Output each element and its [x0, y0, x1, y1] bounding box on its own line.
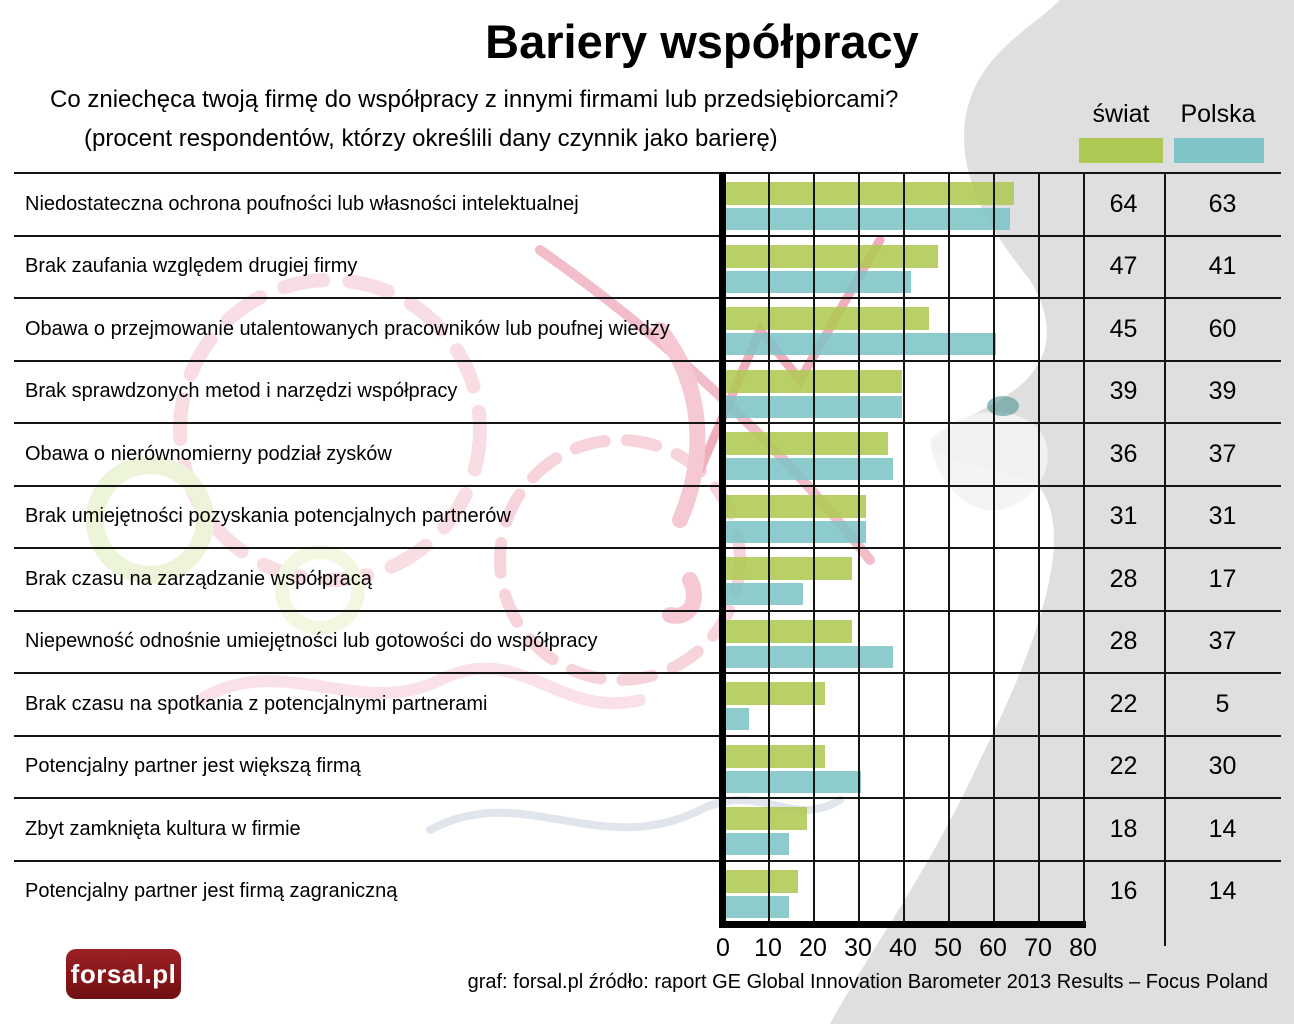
poland-bar: [726, 583, 803, 605]
table-row: [14, 735, 1281, 798]
world-value: 36: [1109, 439, 1138, 468]
world-bar: [726, 620, 852, 643]
table-row: [14, 297, 1281, 360]
x-tick-label: 0: [716, 934, 730, 962]
world-value: 22: [1109, 752, 1138, 781]
x-tick-label: 50: [934, 934, 962, 962]
table-row: [14, 797, 1281, 860]
forsal-logo-text: forsal.pl: [70, 958, 177, 989]
world-value: 18: [1109, 814, 1138, 843]
poland-bar: [726, 521, 866, 543]
poland-value: 60: [1208, 314, 1237, 343]
legend-label-poland: Polska: [1180, 100, 1256, 128]
table-row: [14, 610, 1281, 673]
gridline-40: [903, 172, 905, 921]
poland-value: 14: [1208, 877, 1237, 906]
gridline-60: [993, 172, 995, 921]
poland-value: 37: [1208, 439, 1237, 468]
poland-value: 31: [1208, 502, 1237, 531]
world-bar: [726, 245, 938, 268]
world-bar: [726, 682, 825, 705]
x-tick-label: 60: [979, 934, 1007, 962]
source-credit: graf: forsal.pl źródło: raport GE Global Innovation Barometer 2013 Results – Focus Poland: [467, 971, 1268, 993]
world-bar: [726, 307, 929, 330]
gridline-20: [813, 172, 815, 921]
poland-bar: [726, 896, 789, 918]
legend-swatch-world: [1079, 138, 1163, 163]
legend-swatch-poland: [1174, 138, 1264, 163]
poland-value: 63: [1208, 189, 1237, 218]
category-label: Potencjalny partner jest firmą zagraniczną: [25, 880, 398, 903]
column-separator-poland: [1164, 172, 1166, 946]
poland-bar: [726, 771, 861, 793]
chart-subtitle-note: (procent respondentów, którzy określili dany czynnik jako barierę): [84, 125, 778, 152]
x-tick-label: 70: [1024, 934, 1052, 962]
world-bar: [726, 807, 807, 830]
table-row: [14, 360, 1281, 423]
world-bar: [726, 557, 852, 580]
poland-bar: [726, 833, 789, 855]
x-tick-label: 30: [844, 934, 872, 962]
legend-label-world: świat: [1092, 100, 1150, 128]
gridline-70: [1038, 172, 1040, 921]
poland-bar: [726, 708, 749, 730]
poland-value: 5: [1215, 689, 1230, 718]
x-tick-label: 40: [889, 934, 917, 962]
category-label: Brak sprawdzonych metod i narzędzi współpracy: [25, 380, 458, 403]
x-tick-label: 10: [754, 934, 782, 962]
category-label: Brak czasu na spotkania z potencjalnymi partnerami: [25, 692, 488, 715]
world-value: 64: [1109, 189, 1138, 218]
world-bar: [726, 495, 866, 518]
chart-question: Co zniechęca twoją firmę do współpracy z innymi firmami lub przedsiębiorcami?: [50, 86, 899, 113]
table-row: [14, 672, 1281, 735]
table-row: [14, 485, 1281, 548]
table-row: [14, 235, 1281, 298]
poland-bar: [726, 333, 996, 355]
poland-bar: [726, 271, 911, 293]
world-bar: [726, 432, 888, 455]
poland-value: 17: [1208, 564, 1237, 593]
forsal-logo[interactable]: [66, 949, 181, 999]
category-label: Obawa o nierównomierny podział zysków: [25, 442, 392, 465]
poland-value: 37: [1208, 627, 1237, 656]
world-bar: [726, 745, 825, 768]
gridline-10: [768, 172, 770, 921]
world-value: 16: [1109, 877, 1138, 906]
category-label: Obawa o przejmowanie utalentowanych pracowników lub poufnej wiedzy: [25, 317, 670, 340]
world-bar: [726, 870, 798, 893]
table-row: [14, 860, 1281, 923]
page-title: Bariery współpracy: [485, 15, 919, 68]
world-value: 47: [1109, 252, 1138, 281]
world-value: 45: [1109, 314, 1138, 343]
world-value: 28: [1109, 564, 1138, 593]
world-value: 22: [1109, 689, 1138, 718]
world-value: 39: [1109, 377, 1138, 406]
table-row: [14, 172, 1281, 235]
table-row: [14, 547, 1281, 610]
x-tick-label: 80: [1069, 934, 1097, 962]
poland-value: 30: [1208, 752, 1237, 781]
x-tick-label: 20: [799, 934, 827, 962]
gridline-80: [1083, 172, 1085, 921]
category-label: Brak czasu na zarządzanie współpracą: [25, 567, 372, 590]
category-label: Niepewność odnośnie umiejętności lub gotowości do współpracy: [25, 630, 598, 653]
world-value: 28: [1109, 627, 1138, 656]
table-row: [14, 422, 1281, 485]
category-label: Zbyt zamknięta kultura w firmie: [25, 817, 301, 840]
category-label: Brak zaufania względem drugiej firmy: [25, 255, 358, 278]
poland-value: 39: [1208, 377, 1237, 406]
gridline-50: [948, 172, 950, 921]
x-axis-line: [719, 921, 1086, 928]
category-label: Niedostateczna ochrona poufności lub własności intelektualnej: [25, 192, 579, 215]
poland-bar: [726, 458, 893, 480]
category-label: Brak umiejętności pozyskania potencjalnych partnerów: [25, 505, 511, 528]
world-value: 31: [1109, 502, 1138, 531]
poland-value: 41: [1208, 252, 1237, 281]
poland-value: 14: [1208, 814, 1237, 843]
category-label: Potencjalny partner jest większą firmą: [25, 755, 361, 778]
gridline-30: [858, 172, 860, 921]
y-axis-line: [719, 172, 726, 928]
poland-bar: [726, 646, 893, 668]
